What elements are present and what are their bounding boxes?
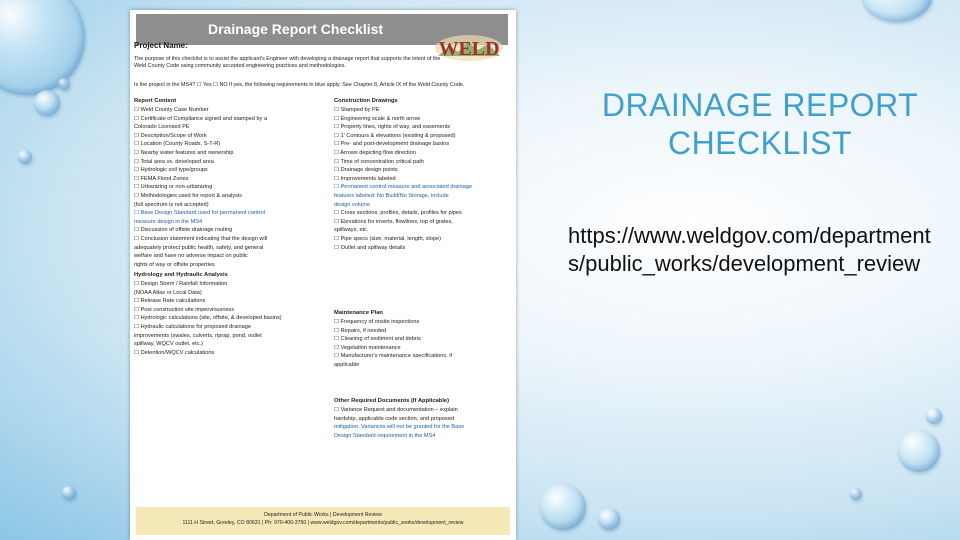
checklist-item: ☐ Pipe specs (size, material, length, slope): [334, 235, 441, 242]
checklist-item: spillways, etc.: [334, 227, 369, 234]
project-name-label: Project Name:: [134, 41, 188, 50]
checklist-item: ☐ Hydrologic calculations (site, offsite, & developed basins): [134, 315, 282, 322]
checklist-item: ☐ Permanent control measure and associated drainage: [334, 184, 473, 191]
document-footer: [136, 507, 510, 535]
checklist-item: welfare and have no adverse impact on public: [134, 253, 248, 260]
checklist-item: Colorado Licensed PE: [134, 124, 190, 131]
checklist-item: ☐ Property lines, rights of way, and easements: [334, 124, 451, 131]
checklist-item: ☐ Nearby water features and ownership: [134, 149, 234, 156]
checklist-item: ☐ Outlet and spillway details: [334, 244, 406, 251]
checklist-item: ☐ Detention/WQCV calculations: [134, 349, 215, 356]
checklist-item: ☐ Release Rate calculations: [134, 298, 206, 305]
water-drop-decoration: [58, 78, 70, 90]
checklist-item: hardship, applicable code section, and proposed: [334, 415, 455, 422]
checklist-item: (full spectrum is not accepted): [134, 201, 209, 208]
water-drop-decoration: [926, 408, 942, 424]
checklist-item: adequately protect public health, safety, and general: [134, 244, 264, 251]
construction-drawings-list: [334, 106, 514, 252]
checklist-item: ☐ Time of concentration critical path: [334, 158, 424, 165]
checklist-item: ☐ Certificate of Compliance signed and stamped by a: [134, 115, 268, 122]
document-title: Drainage Report Checklist: [208, 21, 384, 37]
checklist-item: ☐ FEMA Flood Zones: [134, 175, 189, 182]
checklist-item: design volume: [334, 201, 371, 208]
checklist-item: mitigation. Variances will not be granted for the Base: [334, 424, 465, 431]
checklist-item: ☐ Conclusion statement indicating that the design will: [134, 235, 268, 242]
report-content-list: [134, 106, 314, 269]
water-drop-decoration: [850, 488, 862, 500]
checklist-item: ☐ Drainage design points: [334, 167, 398, 174]
slide-title-line1: DRAINAGE REPORT: [601, 87, 919, 123]
checklist-item: ☐ Weld County Case Number: [134, 107, 209, 113]
checklist-item: improvements (swales, culverts, riprap, pond, outlet: [134, 332, 262, 339]
water-drop-decoration: [0, 0, 85, 95]
maintenance-plan-list: [334, 318, 514, 370]
checklist-item: rights of way or offsite properties: [134, 261, 215, 268]
slide-title: [560, 86, 960, 162]
checklist-item: measure design in the MS4: [134, 218, 203, 225]
hydrology-heading: Hydrology and Hydraulic Analysis: [134, 272, 228, 278]
other-documents-list: [334, 406, 514, 440]
checklist-item: ☐ Urbanizing or non-urbanizing: [134, 184, 213, 191]
hydrology-list: [134, 280, 314, 357]
water-drop-decoration: [598, 508, 620, 530]
checklist-item: spillway, WQCV outlet, etc.): [134, 341, 203, 348]
water-drop-decoration: [862, 0, 932, 22]
checklist-item: ☐ Pre- and post-development drainage basins: [334, 141, 450, 148]
checklist-item: ☐ 1' Contours & elevations (existing & proposed): [334, 132, 456, 139]
svg-text:WELD: WELD: [438, 38, 500, 60]
checklist-item: features labeled: No Build/No Storage, include: [334, 192, 449, 199]
checklist-item: ☐ Frequency of onsite inspections: [334, 319, 420, 325]
intro-paragraph: The purpose of this checklist is to assist the applicant's Engineer with developing a drainage report that supports the intent of the Weld County Code using community accepted engineering practices and methodologies.: [134, 56, 441, 69]
checklist-item: ☐ Improvements labeled: [334, 175, 396, 182]
construction-drawings-heading: Construction Drawings: [334, 98, 398, 104]
checklist-item: ☐ Hydraulic calculations for proposed drainage: [134, 323, 251, 330]
footer-contact: 1111 H Street, Greeley, CO 80631 | Ph: 970-400-3750 | www.weldgov.com/departments/public_works/development_review: [182, 520, 464, 526]
reference-url[interactable]: https://www.weldgov.com/departments/public_works/development_review: [568, 223, 931, 276]
water-drop-decoration: [34, 90, 60, 116]
checklist-item: ☐ Methodologies used for report & analysis: [134, 192, 242, 199]
checklist-item: ☐ Cross sections, profiles, details, profiles for pipes: [334, 210, 462, 217]
checklist-item: ☐ Discussion of offsite drainage routing: [134, 227, 233, 234]
water-drop-decoration: [18, 150, 32, 164]
checklist-document-image: [130, 10, 516, 540]
slide-title-line2: CHECKLIST: [667, 125, 853, 161]
checklist-item: ☐ Arrows depicting flow direction: [334, 149, 416, 156]
other-documents-heading: Other Required Documents (If Applicable): [334, 398, 450, 404]
checklist-item: ☐ Base Design Standard used for permanent control: [134, 210, 265, 217]
checklist-item: applicable: [334, 361, 360, 368]
report-content-heading: Report Content: [134, 98, 177, 104]
checklist-item: ☐ Elevations for inverts, flowlines, top of grates,: [334, 218, 453, 225]
checklist-item: ☐ Cleaning of sediment and debris: [334, 336, 421, 343]
water-drop-decoration: [898, 430, 940, 472]
ms4-question: Is the project in the MS4? ☐ Yes ☐ NO If yes, the following requirements in blue apply. See Chapter 8, Article IX of the Weld County Code.: [134, 82, 465, 88]
checklist-item: Design Standard requirement in the MS4: [334, 432, 436, 439]
checklist-item: ☐ Engineering scale & north arrow: [334, 115, 421, 122]
water-drop-decoration: [540, 484, 586, 530]
checklist-item: ☐ Description/Scope of Work: [134, 132, 207, 139]
checklist-item: ☐ Vegetation maintenance: [334, 344, 401, 351]
maintenance-plan-heading: Maintenance Plan: [334, 310, 383, 316]
footer-department: Department of Public Works | Development Review: [264, 512, 382, 518]
checklist-item: (NOAA Atlas or Local Data): [134, 289, 202, 296]
checklist-item: ☐ Location (County Roads, S-T-R): [134, 141, 221, 148]
checklist-item: ☐ Design Storm / Rainfall Information: [134, 281, 228, 287]
checklist-item: ☐ Repairs, if needed: [334, 327, 386, 334]
checklist-item: ☐ Stamped by PE: [334, 107, 380, 113]
checklist-item: ☐ Variance Request and documentation – explain: [334, 407, 458, 413]
checklist-item: ☐ Total area vs. developed area: [134, 158, 214, 165]
water-drop-decoration: [62, 486, 76, 500]
checklist-item: ☐ Manufacturer's maintenance specifications, if: [334, 353, 453, 360]
checklist-item: ☐ Hydrologic soil type/groups: [134, 167, 208, 174]
checklist-item: ☐ Post construction site imperviousness: [134, 306, 235, 313]
